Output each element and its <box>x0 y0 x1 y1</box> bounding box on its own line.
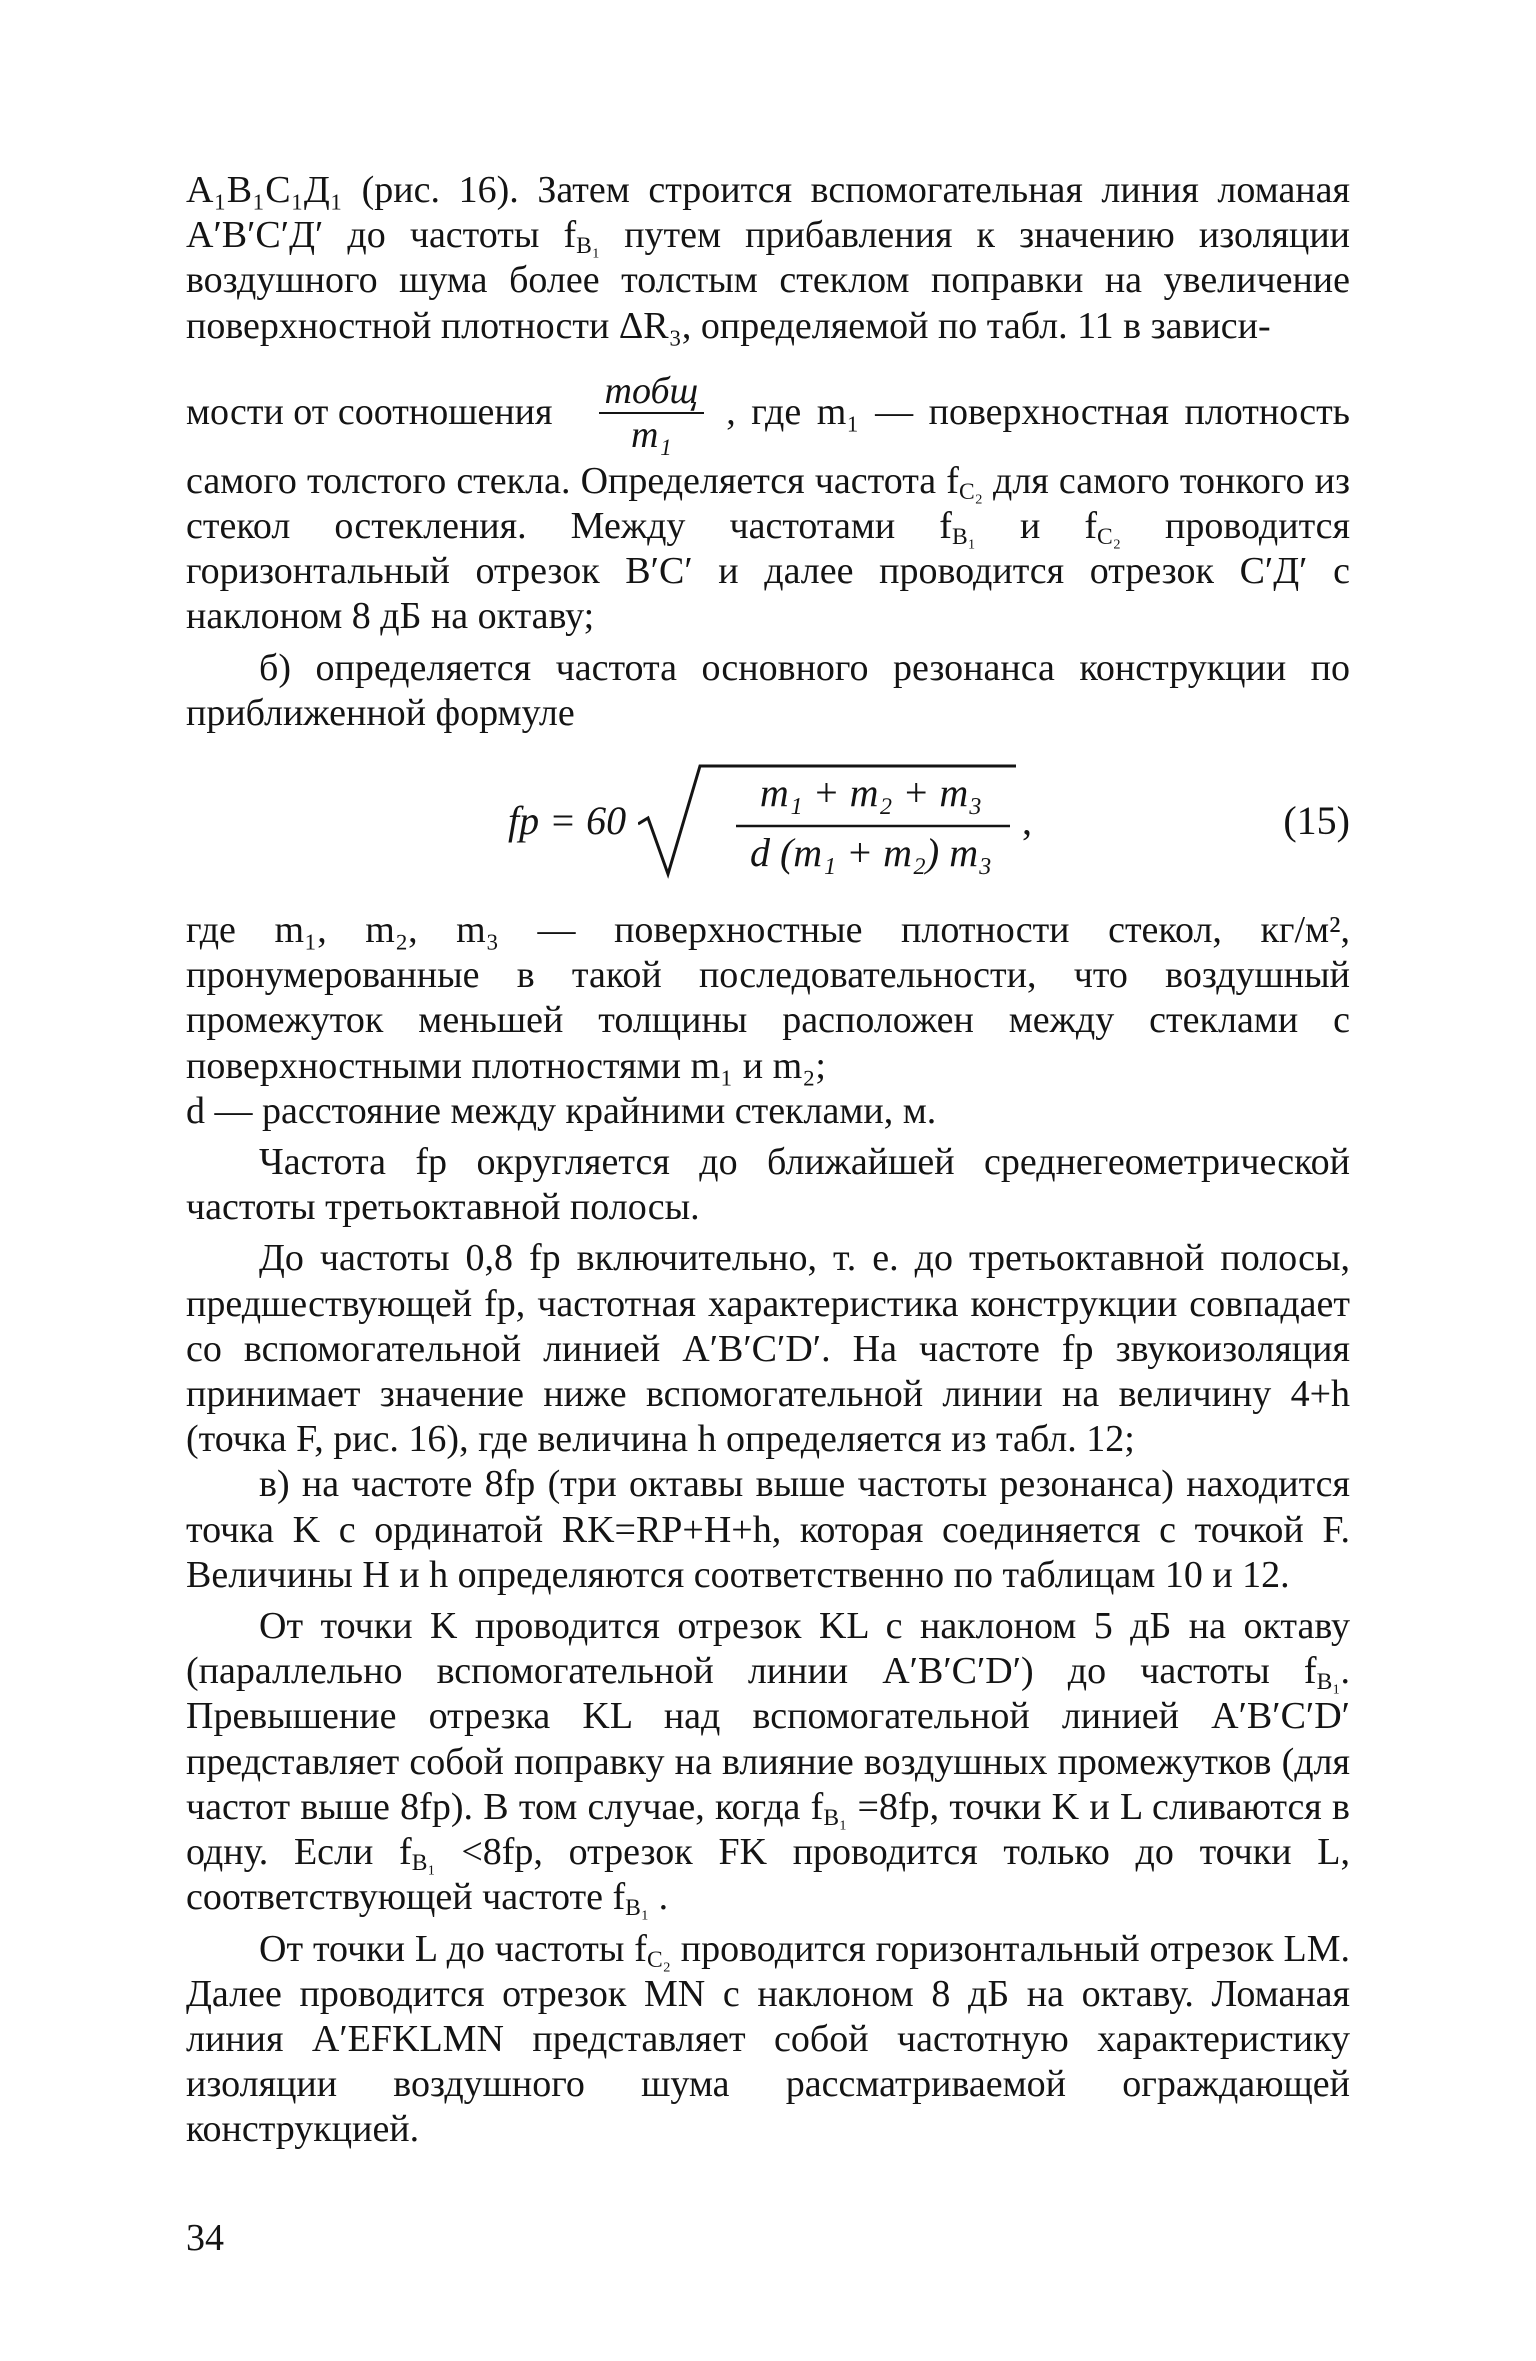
ratio-denominator: m₁ <box>631 413 672 456</box>
text-run: . Превышение отрезка KL над вспомогательной линией A′B′C′D′ представляет собой поправку на влияние воздушных промежутков (для частот выше 8fр). В том случае, когда f <box>186 1650 1350 1828</box>
subscript: C₂ <box>646 1946 671 1973</box>
formula-numerator: m₁ + m₂ + m₃ <box>759 770 983 816</box>
text-run: самого толстого стекла. Определяется частота f <box>186 459 959 502</box>
text-run: . <box>649 1876 669 1919</box>
page-body <box>186 168 1350 2153</box>
paragraph-7: в) на частоте 8fр (три октавы выше частоты резонанса) находится точка K с ординатой RK=RP+H+h, которая соединяется с точкой F. Величины H и h определяются соответственно по таблицам 10 и 12. <box>186 1463 1350 1596</box>
subscript: B₁ <box>625 1895 650 1922</box>
text-run: =8fр, точки K и L сливаются в одну. Если f <box>186 1785 1350 1874</box>
paragraph-6: До частоты 0,8 fр включительно, т. е. до третьоктавной полосы, предшествующей fр, частотная характеристика конструкции совпадает со вспомогательной линией A′B′C′D′. На частоте fр звукоизоляция принимает значение ниже вспомогательной линии на величину 4+h (точка F, рис. 16), где величина h определяется из табл. 12; <box>186 1237 1350 1461</box>
formula-lhs: fр = 60 <box>508 798 627 844</box>
ratio-line <box>186 367 1350 459</box>
paragraph-4: d — расстояние между крайними стеклами, м. <box>186 1089 937 1132</box>
paragraph-3: где m₁, m₂, m₃ — поверхностные плотности стекол, кг/м², пронумерованные в такой последовательности, что воздушный промежуток меньшей толщины расположен между стеклами с поверхностными плотностями m₁ и m₂; <box>186 909 1350 1087</box>
paragraph-9 <box>186 1927 1350 2153</box>
paragraph-2: б) определяется частота основного резонанса конструкции по приближенной формуле <box>186 646 1350 734</box>
text-run: и f <box>975 505 1097 548</box>
subscript: B₁ <box>576 233 601 260</box>
page-number: 34 <box>186 2217 224 2259</box>
subscript: C₂ <box>958 478 983 505</box>
formula-denominator: d (m₁ + m₂) m₃ <box>749 830 992 876</box>
formula-comma: , <box>1022 798 1032 844</box>
text-run: От точки K проводится отрезок KL с наклоном 5 дБ на октаву (параллельно вспомогательной линии A′B′C′D′) до частоты f <box>186 1605 1350 1693</box>
text-run: От точки L до частоты f <box>259 1927 647 1970</box>
ratio-fraction <box>599 370 705 456</box>
subscript: B₁ <box>823 1804 848 1831</box>
ratio-tail-text: , где m₁ — поверхностная плотность <box>726 391 1350 434</box>
ratio-lead-text: мости от соотношения <box>186 391 553 434</box>
text-run: путем прибавления к значению изоляции воздушного шума более толстым стеклом поправки на увеличение поверхностной плотности ΔR₃, определяемой по табл. 11 в зависи- <box>186 214 1350 347</box>
text-run: для самого тонкого из стекол остекления. Между частотами f <box>186 459 1351 548</box>
subscript: B₁ <box>951 523 976 550</box>
subscript: C₂ <box>1097 523 1121 550</box>
paragraph-5: Частота fр округляется до ближайшей среднегеометрической частоты третьоктавной полосы. <box>186 1141 1350 1229</box>
subscript: B₁ <box>411 1849 436 1876</box>
equation-number: (15) <box>1283 798 1350 844</box>
text-run: <8fр, отрезок FK проводится только до точки L, соответствующей частоте f <box>186 1831 1351 1919</box>
text-run: A₁B₁C₁Д₁ (рис. 16). Затем строится вспомогательная линия ломаная A′B′C′Д′ до частоты f <box>186 169 1350 257</box>
paragraph-1-end <box>186 459 1350 640</box>
paragraph-8 <box>186 1604 1350 1920</box>
ratio-numerator: mобщ <box>599 370 705 414</box>
resonance-formula <box>186 746 1350 896</box>
text-run: проводится горизонтальный отрезок LM. Далее проводится отрезок MN с наклоном 8 дБ на октаву. Ломаная линия A′EFKLMN представляет собой частотную характеристику изоляции воздушного шума рассматриваемой ограждающей конструкцией. <box>186 1927 1350 2151</box>
paragraph-1 <box>186 168 1350 349</box>
text-run: проводится горизонтальный отрезок B′C′ и далее проводится отрезок C′Д′ с наклоном 8 дБ на октаву; <box>186 505 1350 638</box>
subscript: B₁ <box>1316 1669 1341 1696</box>
